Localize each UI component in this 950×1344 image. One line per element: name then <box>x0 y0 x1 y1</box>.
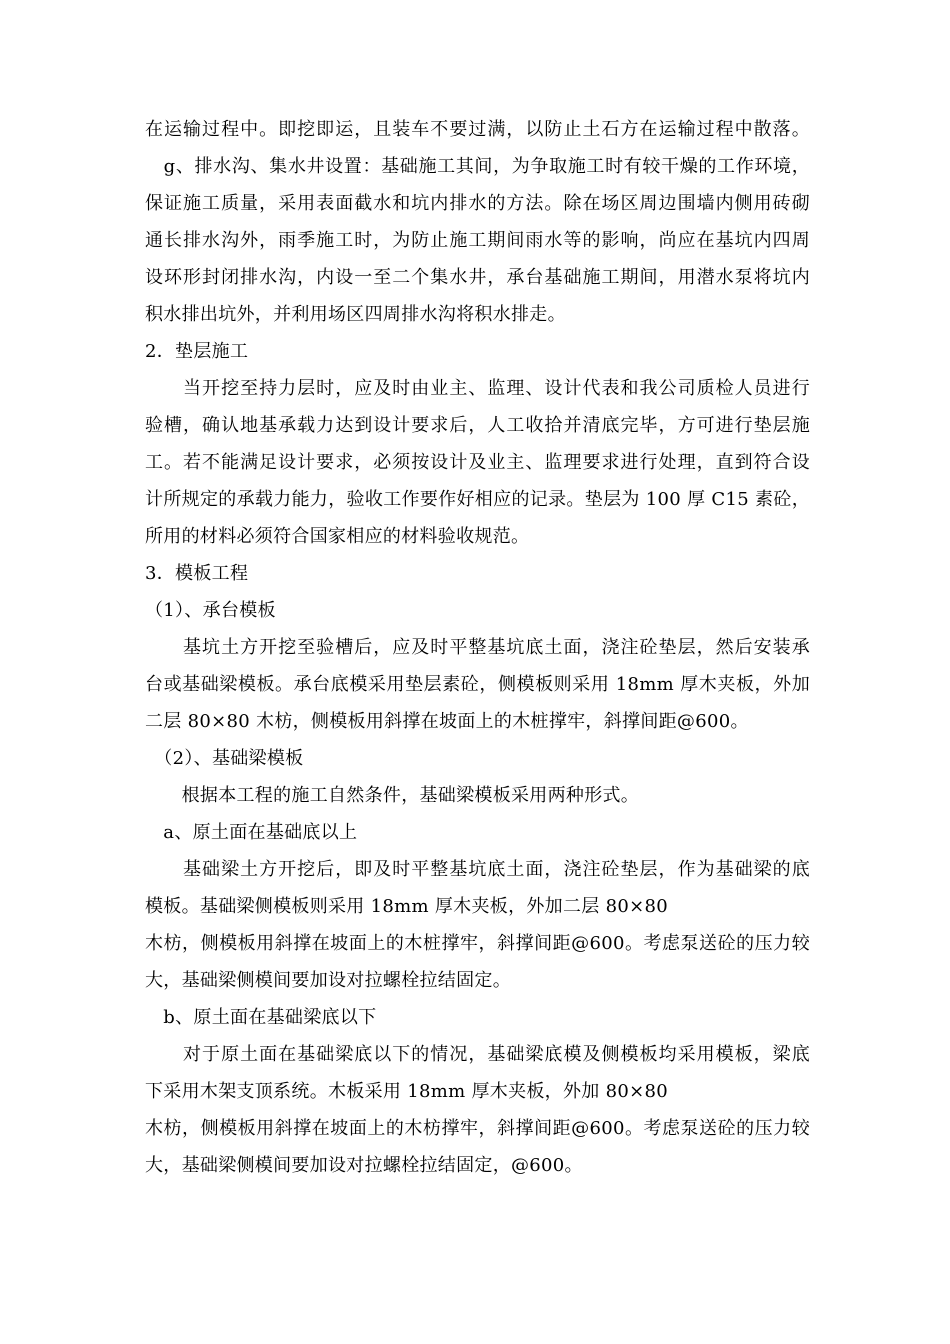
paragraph-line: 台或基础梁模板。承台底模采用垫层素砼，侧模板则采用 18mm 厚木夹板，外加 <box>145 674 810 695</box>
paragraph-line: 设环形封闭排水沟，内设一至二个集水井，承台基础施工期间，用潜水泵将坑内 <box>145 267 810 288</box>
paragraph-line: g、排水沟、集水井设置：基础施工其间，为争取施工时有较干燥的工作环境， <box>145 156 810 177</box>
paragraph-line: 计所规定的承载力能力，验收工作要作好相应的记录。垫层为 100 厚 C15 素砼， <box>145 489 810 510</box>
paragraph-line: 验槽，确认地基承载力达到设计要求后，人工收拾并清底完毕，方可进行垫层施 <box>145 415 810 436</box>
paragraph-line: 基坑土方开挖至验槽后，应及时平整基坑底土面，浇注砼垫层，然后安装承 <box>145 637 810 658</box>
paragraph-line: 下采用木架支顶系统。木板采用 18mm 厚木夹板，外加 80×80 <box>145 1081 668 1102</box>
paragraph-line: 根据本工程的施工自然条件，基础梁模板采用两种形式。 <box>145 785 640 806</box>
paragraph-line: 二层 80×80 木枋，侧模板用斜撑在坡面上的木桩撑牢，斜撑间距@600。 <box>145 711 749 732</box>
paragraph-line: 当开挖至持力层时，应及时由业主、监理、设计代表和我公司质检人员进行 <box>145 378 810 399</box>
paragraph-line: 工。若不能满足设计要求，必须按设计及业主、监理要求进行处理，直到符合设 <box>145 452 810 473</box>
paragraph-line: 通长排水沟外，雨季施工时，为防止施工期间雨水等的影响，尚应在基坑内四周 <box>145 230 810 251</box>
subsection-heading: （1）、承台模板 <box>145 600 276 621</box>
paragraph-line: 木枋，侧模板用斜撑在坡面上的木桩撑牢，斜撑间距@600。考虑泵送砼的压力较 <box>145 933 810 954</box>
subsection-heading: （2）、基础梁模板 <box>145 748 304 769</box>
paragraph-line: 在运输过程中。即挖即运，且装车不要过满，以防止土石方在运输过程中散落。 <box>145 119 810 140</box>
paragraph-line: 所用的材料必须符合国家相应的材料验收规范。 <box>145 526 530 547</box>
paragraph-line: 基础梁土方开挖后，即及时平整基坑底土面，浇注砼垫层，作为基础梁的底 <box>145 859 810 880</box>
paragraph-line: 积水排出坑外，并利用场区四周排水沟将积水排走。 <box>145 304 566 325</box>
paragraph-line: 保证施工质量，采用表面截水和坑内排水的方法。除在场区周边围墙内侧用砖砌 <box>145 193 810 214</box>
section-heading: 3．模板工程 <box>145 563 249 584</box>
paragraph-line: 木枋，侧模板用斜撑在坡面上的木枋撑牢，斜撑间距@600。考虑泵送砼的压力较 <box>145 1118 810 1139</box>
paragraph-line: 对于原土面在基础梁底以下的情况，基础梁底模及侧模板均采用模板，梁底 <box>145 1044 810 1065</box>
paragraph-line: 模板。基础梁侧模板则采用 18mm 厚木夹板，外加二层 80×80 <box>145 896 668 917</box>
paragraph-line: 大，基础梁侧模间要加设对拉螺栓拉结固定，@600。 <box>145 1155 583 1176</box>
paragraph-line: 大，基础梁侧模间要加设对拉螺栓拉结固定。 <box>145 970 511 991</box>
item-heading: a、原土面在基础底以上 <box>145 822 358 843</box>
section-heading: 2．垫层施工 <box>145 341 249 362</box>
item-heading: b、原土面在基础梁底以下 <box>145 1007 377 1028</box>
